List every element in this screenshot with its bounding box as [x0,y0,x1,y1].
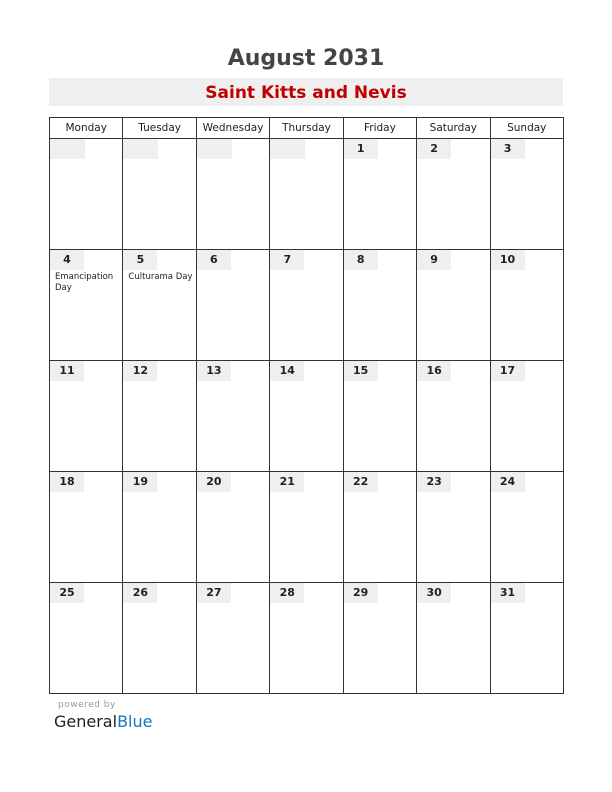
day-cell [270,139,343,250]
day-cell [50,583,123,694]
day-cell [490,361,563,472]
page-title: August 2031 [227,46,385,71]
day-cell [417,139,490,250]
week-row [50,139,564,250]
day-cell [123,583,196,694]
weekday-header: Sunday [490,118,563,139]
holiday-label: Culturama Day [128,272,193,282]
day-cell [417,361,490,472]
calendar-grid [49,117,564,694]
day-number: 14 [270,361,304,381]
weekday-header: Monday [50,118,123,139]
day-cell [490,583,563,694]
day-cell [417,583,490,694]
day-cell [343,139,416,250]
day-cell [490,250,563,361]
day-number [50,139,85,159]
day-number: 24 [491,472,525,492]
day-number: 8 [344,250,378,270]
day-number: 18 [50,472,84,492]
country-name: Saint Kitts and Nevis [205,83,407,103]
day-number: 21 [270,472,304,492]
day-number: 13 [197,361,231,381]
week-row [50,361,564,472]
powered-by-text: powered by [58,700,116,710]
country-banner [49,78,563,106]
day-number: 12 [123,361,157,381]
weekday-header-row [50,118,564,139]
day-cell [50,472,123,583]
day-cell [196,250,269,361]
day-cell [50,250,123,361]
day-number: 28 [270,583,304,603]
day-cell [50,361,123,472]
day-number: 25 [50,583,84,603]
day-number: 6 [197,250,231,270]
day-number: 9 [417,250,451,270]
day-number: 19 [123,472,157,492]
day-cell [123,472,196,583]
day-cell [50,139,123,250]
day-number: 30 [417,583,451,603]
day-cell [343,472,416,583]
day-cell [270,361,343,472]
day-number [197,139,232,159]
day-cell [343,250,416,361]
day-cell [490,139,563,250]
day-number: 26 [123,583,157,603]
day-number: 5 [123,250,157,270]
holiday-label: Emancipation Day [55,272,114,293]
day-cell [343,361,416,472]
day-cell [196,472,269,583]
day-number [270,139,305,159]
day-number: 7 [270,250,304,270]
day-number: 22 [344,472,378,492]
day-cell [343,583,416,694]
day-cell [196,583,269,694]
day-cell [196,139,269,250]
day-number: 15 [344,361,378,381]
day-cell [123,361,196,472]
day-number: 16 [417,361,451,381]
day-number: 23 [417,472,451,492]
day-number: 3 [491,139,525,159]
day-number: 11 [50,361,84,381]
week-row [50,250,564,361]
day-cell [490,472,563,583]
day-number: 2 [417,139,451,159]
brand-blue-text: Blue [117,712,153,731]
day-cell [270,583,343,694]
day-number: 4 [50,250,84,270]
day-number: 1 [344,139,378,159]
generalblue-logo[interactable] [54,712,152,731]
day-cell [417,472,490,583]
day-number [123,139,158,159]
weekday-header: Thursday [270,118,343,139]
brand-general-text: General [54,712,118,731]
day-cell [270,250,343,361]
weekday-header: Friday [343,118,416,139]
day-number: 29 [344,583,378,603]
day-number: 31 [491,583,525,603]
day-cell [196,361,269,472]
week-row [50,583,564,694]
weekday-header: Wednesday [196,118,269,139]
weekday-header: Tuesday [123,118,196,139]
day-cell [270,472,343,583]
day-number: 10 [491,250,525,270]
weekday-header: Saturday [417,118,490,139]
day-number: 27 [197,583,231,603]
day-number: 20 [197,472,231,492]
day-cell [123,250,196,361]
week-row [50,472,564,583]
day-number: 17 [491,361,525,381]
day-cell [417,250,490,361]
day-cell [123,139,196,250]
